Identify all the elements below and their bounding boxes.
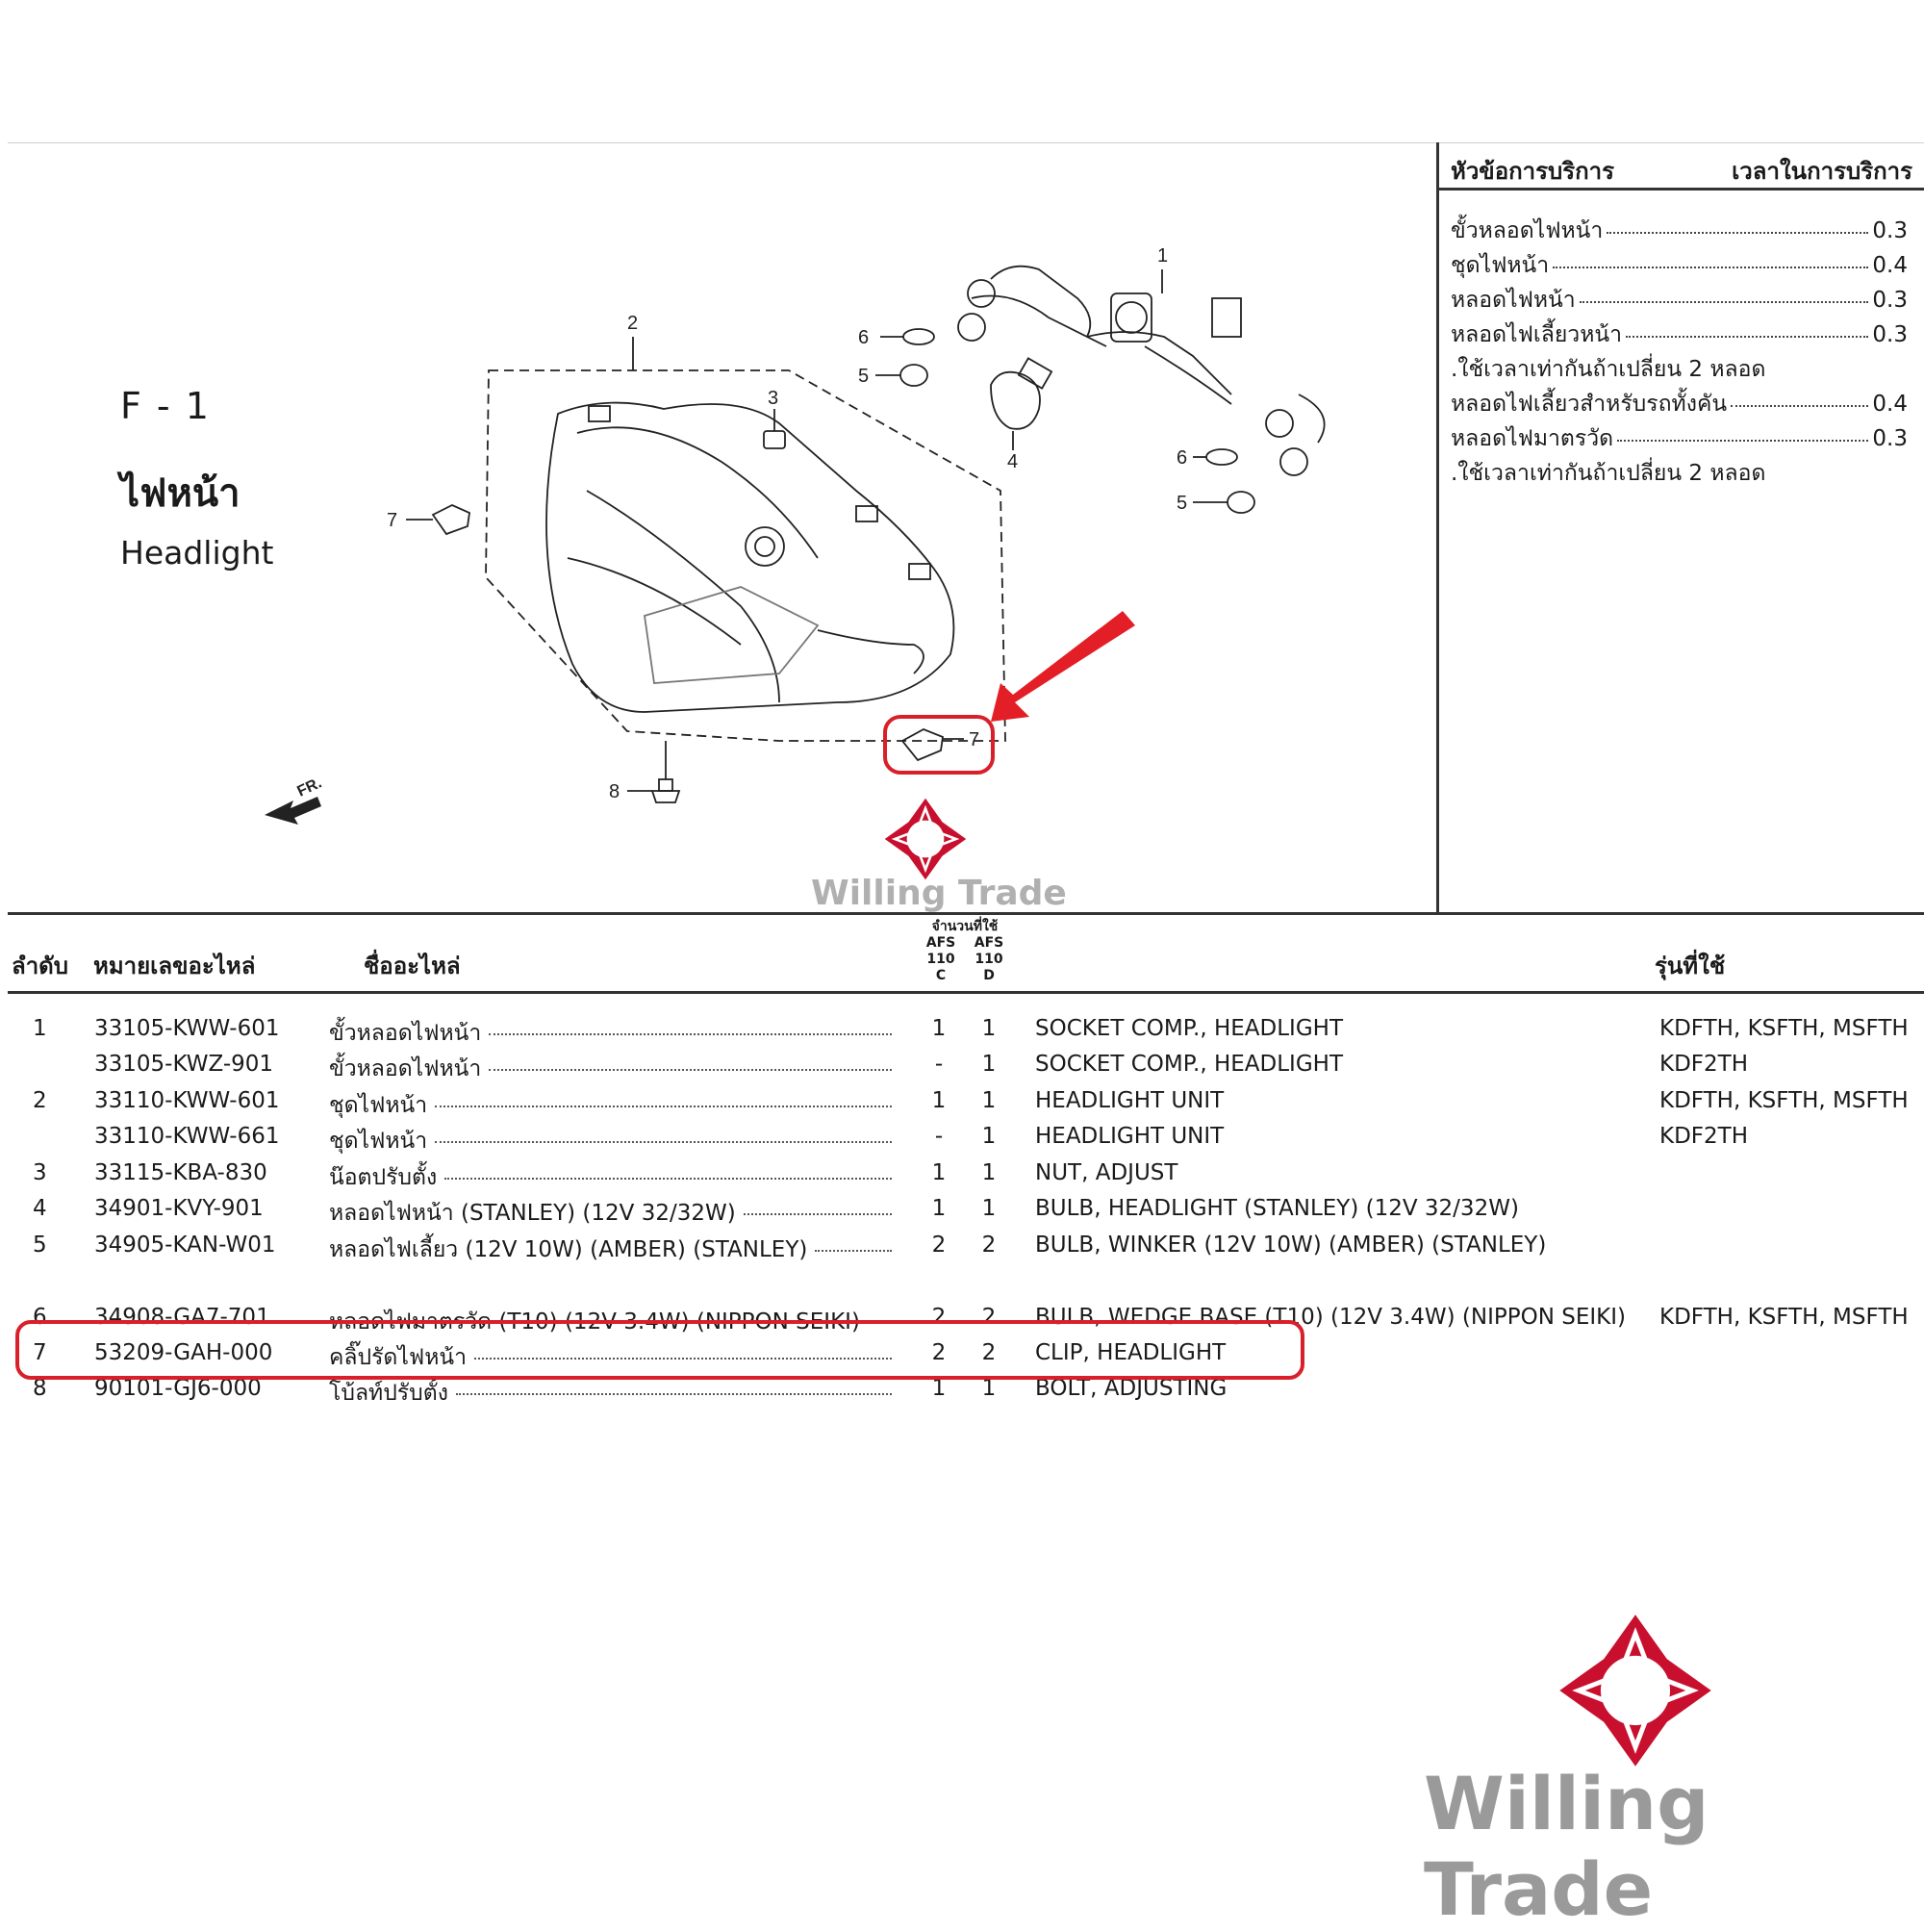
- row-qty-d: 1: [981, 1376, 997, 1401]
- row-name-thai: คลิ๊ปรัดไฟหน้า: [329, 1345, 468, 1370]
- row-no: 4: [33, 1196, 47, 1221]
- bulb-winker-left-shape: [900, 365, 927, 386]
- col-header-qty: [922, 919, 1008, 984]
- row-qty-c: 2: [931, 1233, 947, 1258]
- row-name-thai: หลอดไฟเลี้ยว (12V 10W) (AMBER) (STANLEY): [329, 1237, 808, 1262]
- watermark-brand-small: Willing Trade: [811, 874, 1067, 913]
- row-name-thai: โบ้ลท์ปรับตั้ง: [329, 1381, 448, 1406]
- row-name-english: NUT, ADJUST: [1035, 1160, 1178, 1185]
- exploded-parts-diagram: [240, 241, 1395, 914]
- row-name-english: CLIP, HEADLIGHT: [1035, 1340, 1227, 1365]
- row-qty-c: 2: [931, 1305, 947, 1330]
- row-no: 2: [33, 1088, 47, 1113]
- callout-number: 1: [1157, 245, 1169, 267]
- service-row: [1451, 387, 1908, 421]
- callout-number: 6: [1177, 447, 1188, 469]
- clip-headlight-left-shape: [433, 505, 469, 534]
- row-qty-d: 2: [981, 1305, 997, 1330]
- callout-number: 7: [387, 510, 398, 531]
- row-part-number: 90101-GJ6-000: [94, 1376, 262, 1401]
- figure-title-thai: ไฟหน้า: [120, 471, 240, 516]
- service-row-label: หลอดไฟเลี้ยวหน้า: [1451, 322, 1623, 347]
- service-row-label: หลอดไฟเลี้ยวสำหรับรถทั้งคัน: [1451, 392, 1728, 417]
- callout-number: 6: [858, 327, 870, 348]
- service-row-value: 0.3: [1872, 426, 1908, 451]
- row-qty-c: 1: [931, 1376, 947, 1401]
- row-no: 8: [33, 1376, 47, 1401]
- service-row: [1451, 248, 1908, 283]
- bulb-headlight-shape: [991, 358, 1051, 450]
- figure-code: F - 1: [120, 385, 211, 427]
- headlight-unit-outline: [486, 370, 1005, 741]
- row-part-number: 53209-GAH-000: [94, 1340, 273, 1365]
- qty-col1-c: C: [935, 968, 947, 983]
- service-row-label: หลอดไฟมาตรวัด: [1451, 426, 1614, 451]
- row-models: KDFTH, KSFTH, MSFTH: [1659, 1016, 1909, 1041]
- row-qty-c: 1: [931, 1196, 947, 1221]
- row-qty-d: 1: [981, 1196, 997, 1221]
- row-part-number: 33115-KBA-830: [94, 1160, 267, 1185]
- row-qty-c: 2: [931, 1340, 947, 1365]
- row-no: 5: [33, 1233, 47, 1258]
- table-row: [0, 1088, 1924, 1123]
- row-name-english: HEADLIGHT UNIT: [1035, 1088, 1225, 1113]
- row-no: 7: [33, 1340, 47, 1365]
- qty-title: จำนวนที่ใช้: [931, 919, 999, 934]
- row-highlight-box: [15, 1320, 1304, 1380]
- watermark-logo-small: [883, 797, 968, 881]
- row-no: 1: [33, 1016, 47, 1041]
- row-name-english: BULB, HEADLIGHT (STANLEY) (12V 32/32W): [1035, 1196, 1519, 1221]
- service-row-value: 0.3: [1872, 322, 1908, 347]
- table-row: [0, 1124, 1924, 1158]
- service-header-time: เวลาในการบริการ: [1732, 158, 1912, 185]
- row-part-number: 34901-KVY-901: [94, 1196, 264, 1221]
- qty-col2-b: 110: [975, 952, 1003, 967]
- row-name-thai: ชุดไฟหน้า: [329, 1093, 428, 1118]
- row-qty-d: 1: [981, 1160, 997, 1185]
- headlight-unit-shape: [546, 403, 953, 712]
- row-models: KDFTH, KSFTH, MSFTH: [1659, 1305, 1909, 1330]
- row-no: 3: [33, 1160, 47, 1185]
- row-qty-d: 1: [981, 1088, 997, 1113]
- table-row: [0, 1016, 1924, 1051]
- row-name-thai: หลอดไฟหน้า (STANLEY) (12V 32/32W): [329, 1201, 736, 1226]
- col-header-models: รุ่นที่ใช้: [1655, 953, 1726, 979]
- row-qty-c: 1: [931, 1088, 947, 1113]
- col-header-part-no: หมายเลขอะไหล่: [93, 953, 256, 979]
- row-name-english: SOCKET COMP., HEADLIGHT: [1035, 1016, 1344, 1041]
- row-name-thai: น๊อตปรับตั้ง: [329, 1165, 438, 1190]
- service-row: [1451, 318, 1908, 352]
- service-note: .ใช้เวลาเท่ากันถ้าเปลี่ยน 2 หลอด: [1451, 357, 1766, 382]
- service-header-item: หัวข้อการบริการ: [1451, 158, 1615, 185]
- qty-col2-c: D: [983, 968, 995, 983]
- row-models: KDFTH, KSFTH, MSFTH: [1659, 1088, 1909, 1113]
- row-name-thai: ขั้วหลอดไฟหน้า: [329, 1056, 482, 1081]
- row-part-number: 33110-KWW-661: [94, 1124, 280, 1149]
- table-row: [0, 1376, 1924, 1411]
- row-part-number: 33105-KWW-601: [94, 1016, 280, 1041]
- row-models: KDF2TH: [1659, 1052, 1748, 1077]
- service-row-value: 0.3: [1872, 288, 1908, 313]
- service-row-label: ขั้วหลอดไฟหน้า: [1451, 218, 1604, 243]
- row-qty-d: 1: [981, 1052, 997, 1077]
- bulb-winker-right-shape: [1228, 492, 1254, 513]
- table-row: [0, 1196, 1924, 1231]
- row-models: KDF2TH: [1659, 1124, 1748, 1149]
- clip-headlight-right-shape: [902, 729, 943, 760]
- row-name-thai: ชุดไฟหน้า: [329, 1129, 428, 1154]
- front-direction-arrow: [265, 775, 324, 825]
- callout-number: 3: [768, 388, 779, 409]
- row-part-number: 33105-KWZ-901: [94, 1052, 274, 1077]
- row-name-english: BULB, WINKER (12V 10W) (AMBER) (STANLEY): [1035, 1233, 1547, 1258]
- row-name-thai: ขั้วหลอดไฟหน้า: [329, 1021, 482, 1046]
- row-name-english: BOLT, ADJUSTING: [1035, 1376, 1228, 1401]
- row-qty-c: -: [934, 1052, 944, 1077]
- qty-col1-b: 110: [926, 952, 955, 967]
- table-row: [0, 1233, 1924, 1267]
- row-name-english: BULB, WEDGE BASE (T10) (12V 3.4W) (NIPPON SEIKI): [1035, 1305, 1626, 1330]
- front-label: FR.: [294, 775, 325, 801]
- service-row-value: 0.3: [1872, 218, 1908, 243]
- table-row: [0, 1160, 1924, 1195]
- callout-number: 5: [1177, 493, 1188, 514]
- bulb-wedge-left-shape: [903, 329, 934, 344]
- service-row-label: หลอดไฟหน้า: [1451, 288, 1576, 313]
- row-qty-d: 2: [981, 1233, 997, 1258]
- callout-number: 7: [969, 729, 980, 750]
- service-row-value: 0.4: [1872, 392, 1908, 417]
- row-part-number: 34905-KAN-W01: [94, 1233, 276, 1258]
- callout-number: 5: [858, 366, 870, 387]
- row-name-thai: หลอดไฟมาตรวัด (T10) (12V 3.4W) (NIPPON SEIKI): [329, 1309, 860, 1335]
- row-no: 6: [33, 1305, 47, 1330]
- bolt-adjusting-shape: [627, 741, 679, 802]
- service-row-label: ชุดไฟหน้า: [1451, 253, 1550, 278]
- row-qty-d: 1: [981, 1016, 997, 1041]
- watermark-logo-large: [1557, 1612, 1714, 1769]
- service-note: .ใช้เวลาเท่ากันถ้าเปลี่ยน 2 หลอด: [1451, 461, 1766, 486]
- row-part-number: 34908-GA7-701: [94, 1305, 270, 1330]
- row-qty-c: 1: [931, 1160, 947, 1185]
- col-header-no: ลำดับ: [12, 953, 69, 979]
- service-row-value: 0.4: [1872, 253, 1908, 278]
- service-row: [1451, 283, 1908, 318]
- service-row: [1451, 421, 1908, 456]
- row-qty-d: 2: [981, 1340, 997, 1365]
- callout-number: 2: [627, 313, 639, 334]
- col-header-name: ชื่ออะไหล่: [364, 953, 461, 979]
- qty-col1-a: AFS: [925, 935, 956, 951]
- row-qty-d: 1: [981, 1124, 997, 1149]
- row-part-number: 33110-KWW-601: [94, 1088, 280, 1113]
- bulb-wedge-right-shape: [1206, 449, 1237, 465]
- red-pointer-arrow: [991, 611, 1135, 722]
- callout-number: 4: [1007, 451, 1019, 472]
- panel-divider: [1436, 142, 1439, 914]
- callout-number: 8: [609, 781, 620, 802]
- row-qty-c: -: [934, 1124, 944, 1149]
- top-rule: [8, 142, 1924, 143]
- table-row: [0, 1052, 1924, 1086]
- watermark-brand-large: Willing Trade: [1424, 1761, 1709, 1932]
- table-header-rule: [8, 991, 1924, 994]
- row-qty-c: 1: [931, 1016, 947, 1041]
- figure-title-english: Headlight: [120, 534, 274, 572]
- qty-col2-a: AFS: [974, 935, 1004, 951]
- nut-adjust-shape: [764, 431, 785, 448]
- row-name-english: HEADLIGHT UNIT: [1035, 1124, 1225, 1149]
- service-row: [1451, 214, 1908, 248]
- row-name-english: SOCKET COMP., HEADLIGHT: [1035, 1052, 1344, 1077]
